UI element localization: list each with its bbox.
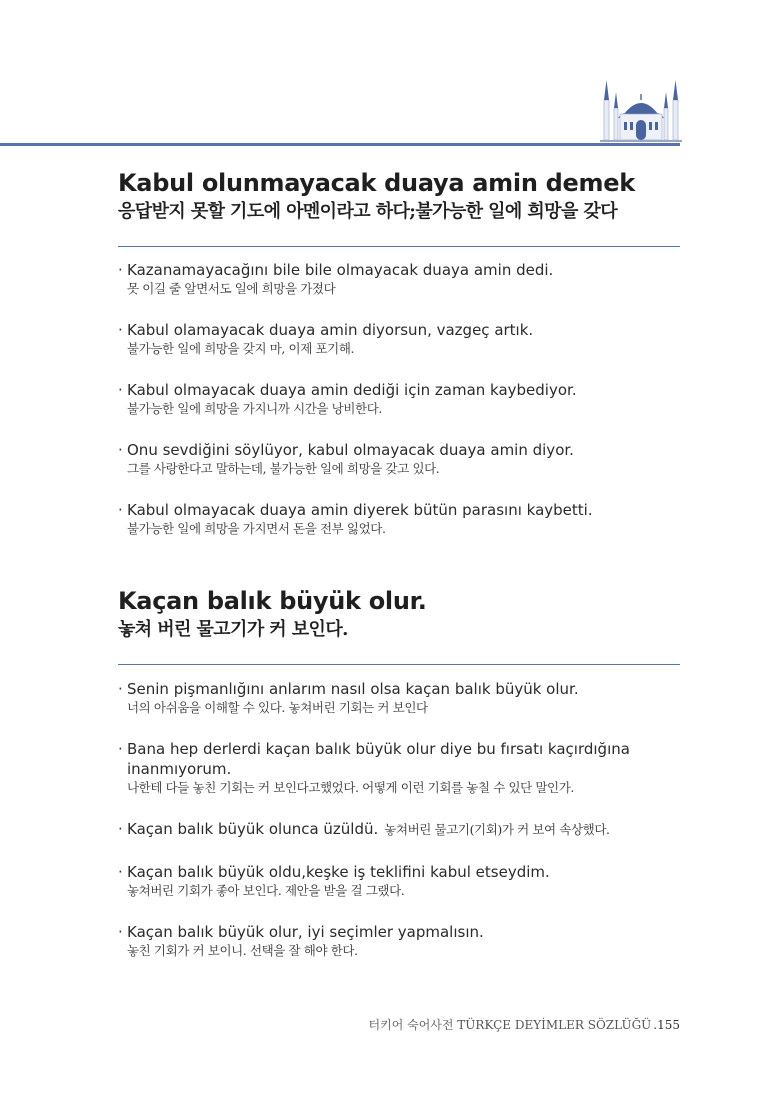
example-item	[118, 320, 680, 358]
example-item	[118, 862, 680, 900]
idiom-subtitle: 응답받지 못할 기도에 아멘이라고 하다;불가능한 일에 희망을 갖다	[118, 201, 617, 222]
turkish-sentence: · Kaçan balık büyük oldu,keşke iş teklifini kabul etseydim.	[127, 863, 550, 881]
korean-translation: 못 이길 줄 알면서도 일에 희망을 가졌다	[127, 281, 336, 296]
section-divider	[118, 664, 680, 665]
turkish-sentence: Kaçan balık büyük olunca üzüldü.	[127, 820, 379, 838]
korean-translation: 불가능한 일에 희망을 갖지 마, 이제 포기해.	[127, 341, 355, 356]
korean-translation: 나한테 다들 놓친 기회는 커 보인다고했었다. 어떻게 이런 기회를 놓칠 수 있단 말인가.	[127, 780, 574, 795]
example-list	[118, 679, 680, 960]
example-line-inline	[127, 819, 680, 840]
korean-translation: 불가능한 일에 희망을 가지니까 시간을 낭비한다.	[127, 401, 382, 416]
idiom-title: Kabul olunmayacak duaya amin demek	[118, 169, 635, 197]
example-item	[118, 500, 680, 538]
mosque-icon	[600, 78, 682, 144]
idiom-subtitle: 놓쳐 버린 물고기가 커 보인다.	[118, 619, 348, 640]
page-footer	[369, 1016, 680, 1033]
example-item	[118, 819, 680, 840]
example-item	[118, 440, 680, 478]
turkish-sentence: · Kabul olmayacak duaya amin dediği için zaman kaybediyor.	[127, 381, 577, 399]
turkish-sentence: · Kazanamayacağını bile bile olmayacak duaya amin dedi.	[127, 261, 554, 279]
page-number: .155	[653, 1018, 680, 1032]
example-item	[118, 679, 680, 717]
korean-translation: 놓쳐버린 기회가 좋아 보인다. 제안을 받을 걸 그랬다.	[127, 883, 405, 898]
turkish-sentence: · Kabul olamayacak duaya amin diyorsun, vazgeç artık.	[127, 321, 534, 339]
idiom-title: Kaçan balık büyük olur.	[118, 587, 427, 615]
korean-translation: 불가능한 일에 희망을 가지면서 돈을 전부 잃었다.	[127, 521, 386, 536]
section-divider	[118, 246, 680, 247]
korean-translation: 너의 아쉬움을 이해할 수 있다. 놓쳐버린 기회는 커 보인다	[127, 700, 428, 715]
korean-translation: 놓친 기회가 커 보이니. 선택을 잘 해야 한다.	[127, 943, 358, 958]
turkish-sentence: · Kaçan balık büyük olur, iyi seçimler yapmalısın.	[127, 923, 484, 941]
example-item	[118, 260, 680, 298]
turkish-sentence: · Onu sevdiğini söylüyor, kabul olmayacak duaya amin diyor.	[127, 441, 574, 459]
turkish-sentence: · Bana hep derlerdi kaçan balık büyük olur diye bu fırsatı kaçırdığına inanmıyorum.	[127, 740, 630, 778]
header-rule	[0, 143, 680, 146]
book-title: 터키어 숙어사전 TÜRKÇE DEYİMLER SÖZLÜĞÜ	[368, 1018, 652, 1032]
example-item	[118, 380, 680, 418]
example-item	[118, 739, 680, 797]
korean-translation: 놓쳐버린 물고기(기회)가 커 보여 속상했다.	[384, 822, 610, 837]
example-list	[118, 260, 680, 538]
turkish-sentence: · Kabul olmayacak duaya amin diyerek bütün parasını kaybetti.	[127, 501, 593, 519]
example-item	[118, 922, 680, 960]
idiom-section-1	[118, 168, 680, 538]
turkish-sentence: · Senin pişmanlığını anlarım nasıl olsa kaçan balık büyük olur.	[127, 680, 579, 698]
idiom-section-2	[118, 586, 680, 960]
korean-translation: 그를 사랑한다고 말하는데, 불가능한 일에 희망을 갖고 있다.	[127, 461, 440, 476]
